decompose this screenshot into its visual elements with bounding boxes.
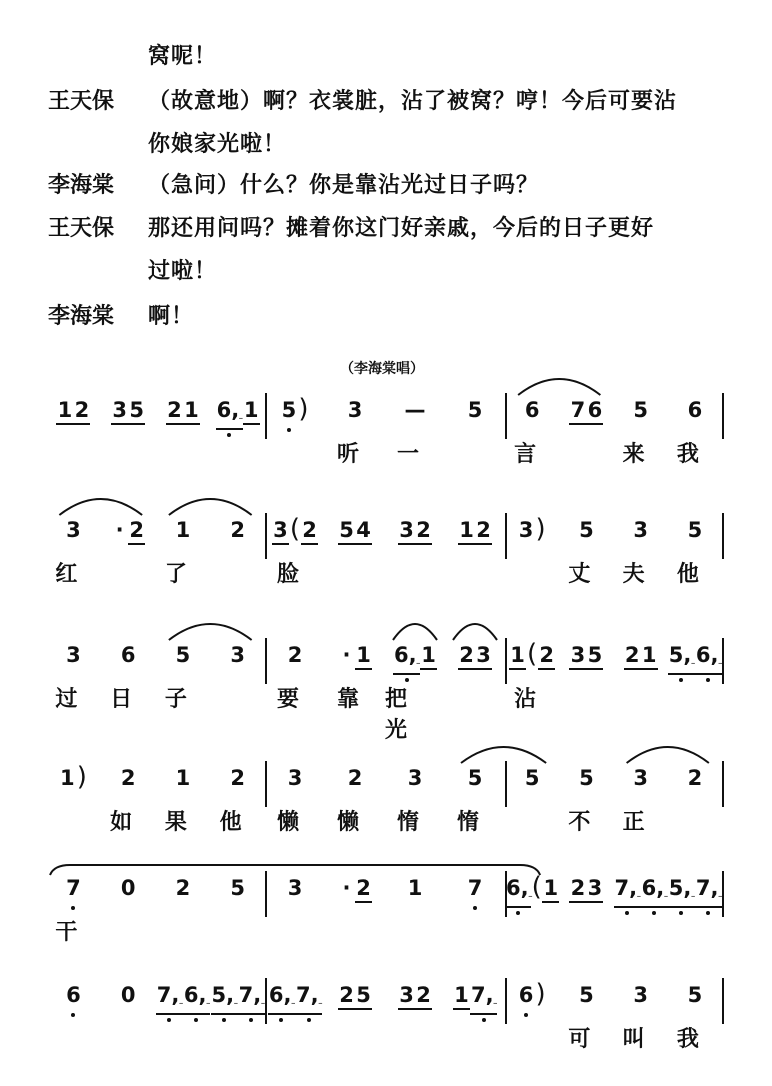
note: 3 <box>287 766 303 790</box>
note: 7 <box>467 876 483 900</box>
dialogue-line <box>0 257 772 287</box>
note: 5,_ <box>668 642 695 675</box>
note: 7,_ <box>295 982 322 1015</box>
note: 5 <box>467 766 483 790</box>
slurs <box>0 485 772 525</box>
note: 2 <box>287 643 303 667</box>
note: 5 <box>579 518 594 542</box>
note: 7,_ <box>470 982 497 1015</box>
note: 6,_ <box>505 875 531 908</box>
note: 7,_ <box>156 982 183 1015</box>
dialogue-text: 啊！ <box>148 304 195 329</box>
speaker-name: 王天保 <box>48 216 115 241</box>
singer-annotation: （李海棠唱） <box>340 361 424 377</box>
lyric: 我 <box>676 1027 713 1052</box>
dialogue-line <box>0 171 772 201</box>
note: 5 <box>175 643 191 667</box>
slur <box>169 624 252 640</box>
lyric: 可 <box>568 1027 605 1052</box>
bracket: ) <box>76 762 87 792</box>
note: 3 <box>518 518 534 542</box>
note: 2 <box>569 875 586 903</box>
dialogue-line <box>0 302 772 332</box>
note: 3 <box>66 643 81 667</box>
slurs <box>0 610 772 650</box>
note: 7 <box>569 397 586 425</box>
note: 3 <box>633 766 648 790</box>
note: 2 <box>347 766 363 790</box>
note: 5 <box>579 766 594 790</box>
note: 2 <box>166 397 183 425</box>
bracket: ( <box>527 639 538 669</box>
lyric: 他 <box>219 810 256 835</box>
note: 6,_ <box>216 397 243 430</box>
note: 1 <box>175 518 191 542</box>
lyric: 如 <box>110 810 147 835</box>
slurs <box>0 950 772 990</box>
note: 2 <box>301 517 318 545</box>
note: 3 <box>475 642 492 670</box>
note: 3 <box>111 397 128 425</box>
lyric: 夫 <box>622 562 659 587</box>
lyric: 了 <box>164 562 201 587</box>
note: 7,_ <box>614 875 641 908</box>
note: — <box>404 398 426 422</box>
note: 5 <box>355 982 372 1010</box>
note: 5 <box>524 766 540 790</box>
lyric: 沾 <box>514 687 551 712</box>
note: 6,_ <box>268 982 295 1015</box>
lyric: 过 <box>55 687 92 712</box>
note: 3 <box>407 766 423 790</box>
note: 3 <box>287 876 303 900</box>
slur <box>461 747 546 763</box>
lyric: 红 <box>55 562 92 587</box>
note: 1 <box>243 397 260 425</box>
bracket: ) <box>535 514 546 544</box>
bracket: ( <box>531 872 542 902</box>
dialogue-line <box>0 214 772 244</box>
note: 6 <box>586 397 603 425</box>
note: 1 <box>355 642 372 670</box>
slur <box>50 865 540 875</box>
note: 4 <box>355 517 372 545</box>
note: 5 <box>633 398 648 422</box>
note: · <box>342 876 351 900</box>
dialogue-text: 窝呢！ <box>148 44 218 69</box>
dialogue-text: 你娘家光啦！ <box>148 132 287 157</box>
lyric: 言 <box>514 442 551 467</box>
note: 2 <box>338 982 355 1010</box>
speaker-name: 李海棠 <box>48 304 115 329</box>
note: 1 <box>175 766 191 790</box>
slurs <box>0 365 772 405</box>
note: 2 <box>538 642 555 670</box>
lyric: 听 <box>336 442 373 467</box>
note: 6,_ <box>393 642 420 675</box>
lyric: 惰 <box>396 810 433 835</box>
lyric: 他 <box>676 562 713 587</box>
note: 5 <box>579 983 594 1007</box>
lyric: 来 <box>622 442 659 467</box>
bracket: ) <box>535 979 546 1009</box>
slur <box>393 624 437 640</box>
speaker-name: 王天保 <box>48 89 115 114</box>
note: 1 <box>407 876 423 900</box>
note: 1 <box>59 766 75 790</box>
note: 2 <box>687 766 703 790</box>
slurs <box>0 843 772 883</box>
note: 3 <box>272 517 289 545</box>
note: 6 <box>518 983 534 1007</box>
note: 3 <box>633 518 648 542</box>
note: 3 <box>230 643 245 667</box>
note: 5,_ <box>668 875 695 908</box>
note: 2 <box>624 642 641 670</box>
note: 2 <box>355 875 372 903</box>
note: 1 <box>453 982 470 1010</box>
dialogue-text: （故意地）啊？衣裳脏，沾了被窝？哼！今后可要沾 <box>148 89 678 114</box>
lyric: 脸 <box>276 562 313 587</box>
note: 1 <box>420 642 437 670</box>
slur <box>59 499 142 515</box>
lyric: 懒 <box>336 810 373 835</box>
note: 5 <box>467 398 483 422</box>
note: 1 <box>458 517 475 545</box>
note: 1 <box>542 875 559 903</box>
slur <box>518 379 600 395</box>
note: · <box>115 518 124 542</box>
note: 5 <box>687 983 703 1007</box>
dialogue-line <box>0 87 772 117</box>
note: 3 <box>633 983 648 1007</box>
note: 2 <box>415 517 432 545</box>
lyric: 懒 <box>276 810 313 835</box>
note: 2 <box>415 982 432 1010</box>
note: 5,_ <box>211 982 238 1015</box>
note: 1 <box>641 642 658 670</box>
note: 5 <box>281 398 297 422</box>
lyric: 要 <box>276 687 313 712</box>
note: 7,_ <box>695 875 722 908</box>
note: 3 <box>569 642 586 670</box>
lyric: 靠 <box>336 687 373 712</box>
speaker-name: 李海棠 <box>48 173 115 198</box>
dialogue-text: 那还用问吗？摊着你这门好亲戚，今后的日子更好 <box>148 216 655 241</box>
lyric: 果 <box>164 810 201 835</box>
note: 6 <box>120 643 136 667</box>
lyric: 一 <box>396 442 433 467</box>
note: 2 <box>230 766 245 790</box>
note: 3 <box>347 398 363 422</box>
dialogue-line <box>0 130 772 160</box>
note: 1 <box>183 397 200 425</box>
note: 2 <box>128 517 145 545</box>
note: 1 <box>56 397 73 425</box>
lyric: 子 <box>164 687 201 712</box>
note: 2 <box>175 876 191 900</box>
note: 6 <box>687 398 703 422</box>
score-system <box>0 979 772 1086</box>
note: 6,_ <box>183 982 210 1015</box>
note: 5 <box>128 397 145 425</box>
note: 1 <box>509 642 526 670</box>
lyric: 我 <box>676 442 713 467</box>
note: 5 <box>586 642 603 670</box>
dialogue-line <box>0 42 772 72</box>
lyric: 正 <box>622 810 659 835</box>
note: 3 <box>398 517 415 545</box>
note: 5 <box>338 517 355 545</box>
lyric: 日 <box>110 687 147 712</box>
note: 2 <box>475 517 492 545</box>
slurs <box>0 733 772 773</box>
note: 6,_ <box>641 875 668 908</box>
slur <box>453 624 497 640</box>
lyric: 不 <box>568 810 605 835</box>
note: 3 <box>398 982 415 1010</box>
note: 0 <box>120 983 136 1007</box>
note: 7 <box>66 876 81 900</box>
note: · <box>342 643 351 667</box>
note: 5 <box>230 876 245 900</box>
note: 2 <box>458 642 475 670</box>
note: 3 <box>66 518 81 542</box>
note: 3 <box>586 875 603 903</box>
note: 2 <box>230 518 245 542</box>
note: 6 <box>66 983 81 1007</box>
slur <box>627 747 709 763</box>
note: 6,_ <box>695 642 722 675</box>
note: 7,_ <box>238 982 265 1015</box>
note: 0 <box>120 876 136 900</box>
note: 5 <box>687 518 703 542</box>
bracket: ) <box>298 394 309 424</box>
lyric: 叫 <box>622 1027 659 1052</box>
dialogue-text: 过啦！ <box>148 259 218 284</box>
note: 6 <box>524 398 540 422</box>
lyric: 惰 <box>456 810 493 835</box>
note: 2 <box>73 397 90 425</box>
slur <box>169 499 252 515</box>
dialogue-text: （急问）什么？你是靠沾光过日子吗？ <box>148 173 540 198</box>
note: 2 <box>120 766 136 790</box>
lyric: 把光 <box>385 687 422 743</box>
lyric: 干 <box>55 920 92 945</box>
lyric: 丈 <box>568 562 605 587</box>
bracket: ( <box>289 514 301 544</box>
